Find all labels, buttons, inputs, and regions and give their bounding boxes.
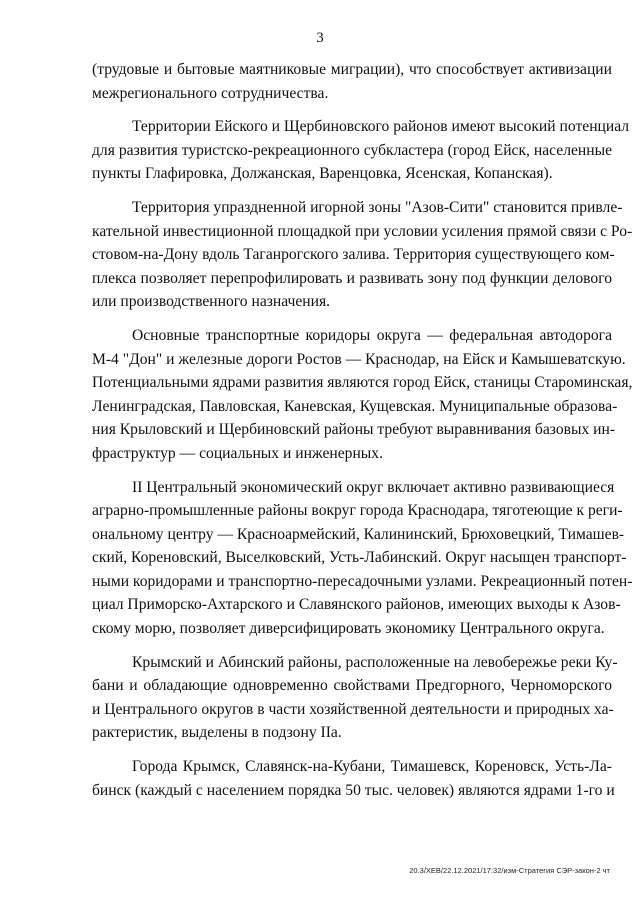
text-line: ными коридорами и транспортно-пересадочными узлами. Рекреационный потен- — [92, 572, 633, 590]
text-line: скому морю, позволяет диверсифицировать экономику Центрального округа. — [92, 620, 605, 638]
paragraph — [92, 755, 615, 802]
text-line: Ленинградская, Павловская, Каневская, Кущевская. Муниципальные образова- — [92, 397, 618, 415]
text-line: М-4 "Дон" и железные дороги Ростов — Краснодар, на Ейск и Камышеватскую. — [92, 350, 626, 368]
text-line: и Центрального округов в части хозяйственной деятельности и природных ха- — [92, 700, 614, 718]
text-line: Потенциальными ядрами развития являются город Ейск, станицы Староминская, — [92, 374, 633, 392]
text-line: пункты Глафировка, Должанская, Варенцовка, Ясенская, Копанская). — [92, 165, 553, 183]
text-line: Крымский и Абинский районы, расположенные на левобережье реки Ку- — [132, 653, 618, 671]
paragraph — [92, 324, 633, 466]
paragraph — [92, 58, 612, 105]
text-line: бинск (каждый с населением порядка 50 тыс. человек) являются ядрами 1-го и — [92, 781, 615, 799]
text-line: рактеристик, выделены в подзону IIа. — [92, 724, 342, 742]
text-line: кательной инвестиционной площадкой при условии усиления прямой связи с Ро- — [92, 222, 633, 240]
footer-stamp: 20.3/XEB/22.12.2021/17:32/изм-Стратегия СЭР-закон-2 чт — [409, 866, 610, 875]
text-line: II Центральный экономический округ включает активно развивающиеся — [132, 478, 615, 496]
text-line: ский, Кореновский, Выселковский, Усть-Лабинский. Округ насыщен транспорт- — [92, 549, 627, 567]
text-line: Территории Ейского и Щербиновского районов имеют высокий потенциал — [132, 118, 630, 136]
text-line: стовом-на-Дону вдоль Таганрогского залива. Территория существующего ком- — [92, 246, 615, 264]
text-line: (трудовые и бытовые маятниковые миграции), что способствует активизации — [92, 61, 612, 78]
text-line: для развития туристско-рекреационного субкластера (город Ейск, населенные — [92, 141, 612, 159]
text-line: Города Крымск, Славянск-на-Кубани, Тимашевск, Кореновск, Усть-Ла- — [132, 758, 612, 776]
text-line: Основные транспортные коридоры округа — федеральная автодорога — [132, 326, 612, 344]
text-line: циал Приморско-Ахтарского и Славянского районов, имеющих выходы к Азов- — [92, 596, 621, 614]
text-line: Территория упраздненной игорной зоны "Азов-Сити" становится привле- — [132, 198, 623, 216]
text-line: ния Крыловский и Щербиновский районы требуют выравнивания базовых ин- — [92, 421, 616, 439]
text-line: ональному центру — Красноармейский, Калининский, Брюховецкий, Тимашев- — [92, 525, 625, 543]
text-line: межрегионального сотрудничества. — [92, 84, 329, 102]
text-line: или производственного назначения. — [92, 293, 331, 311]
text-line: аграрно-промышленные районы вокруг города Краснодара, тяготеющие к реги- — [92, 502, 623, 520]
text-line: фраструктур — социальных и инженерных. — [92, 444, 383, 462]
paragraph — [92, 476, 633, 641]
paragraph — [92, 651, 618, 745]
document-body — [92, 58, 633, 812]
text-line: бани и обладающие одновременно свойствами Предгорного, Черноморского — [92, 677, 612, 695]
paragraph — [92, 196, 633, 314]
text-line: плекса позволяет перепрофилировать и развивать зону под функции делового — [92, 269, 612, 287]
paragraph — [92, 115, 630, 186]
page-number: 3 — [316, 30, 324, 46]
